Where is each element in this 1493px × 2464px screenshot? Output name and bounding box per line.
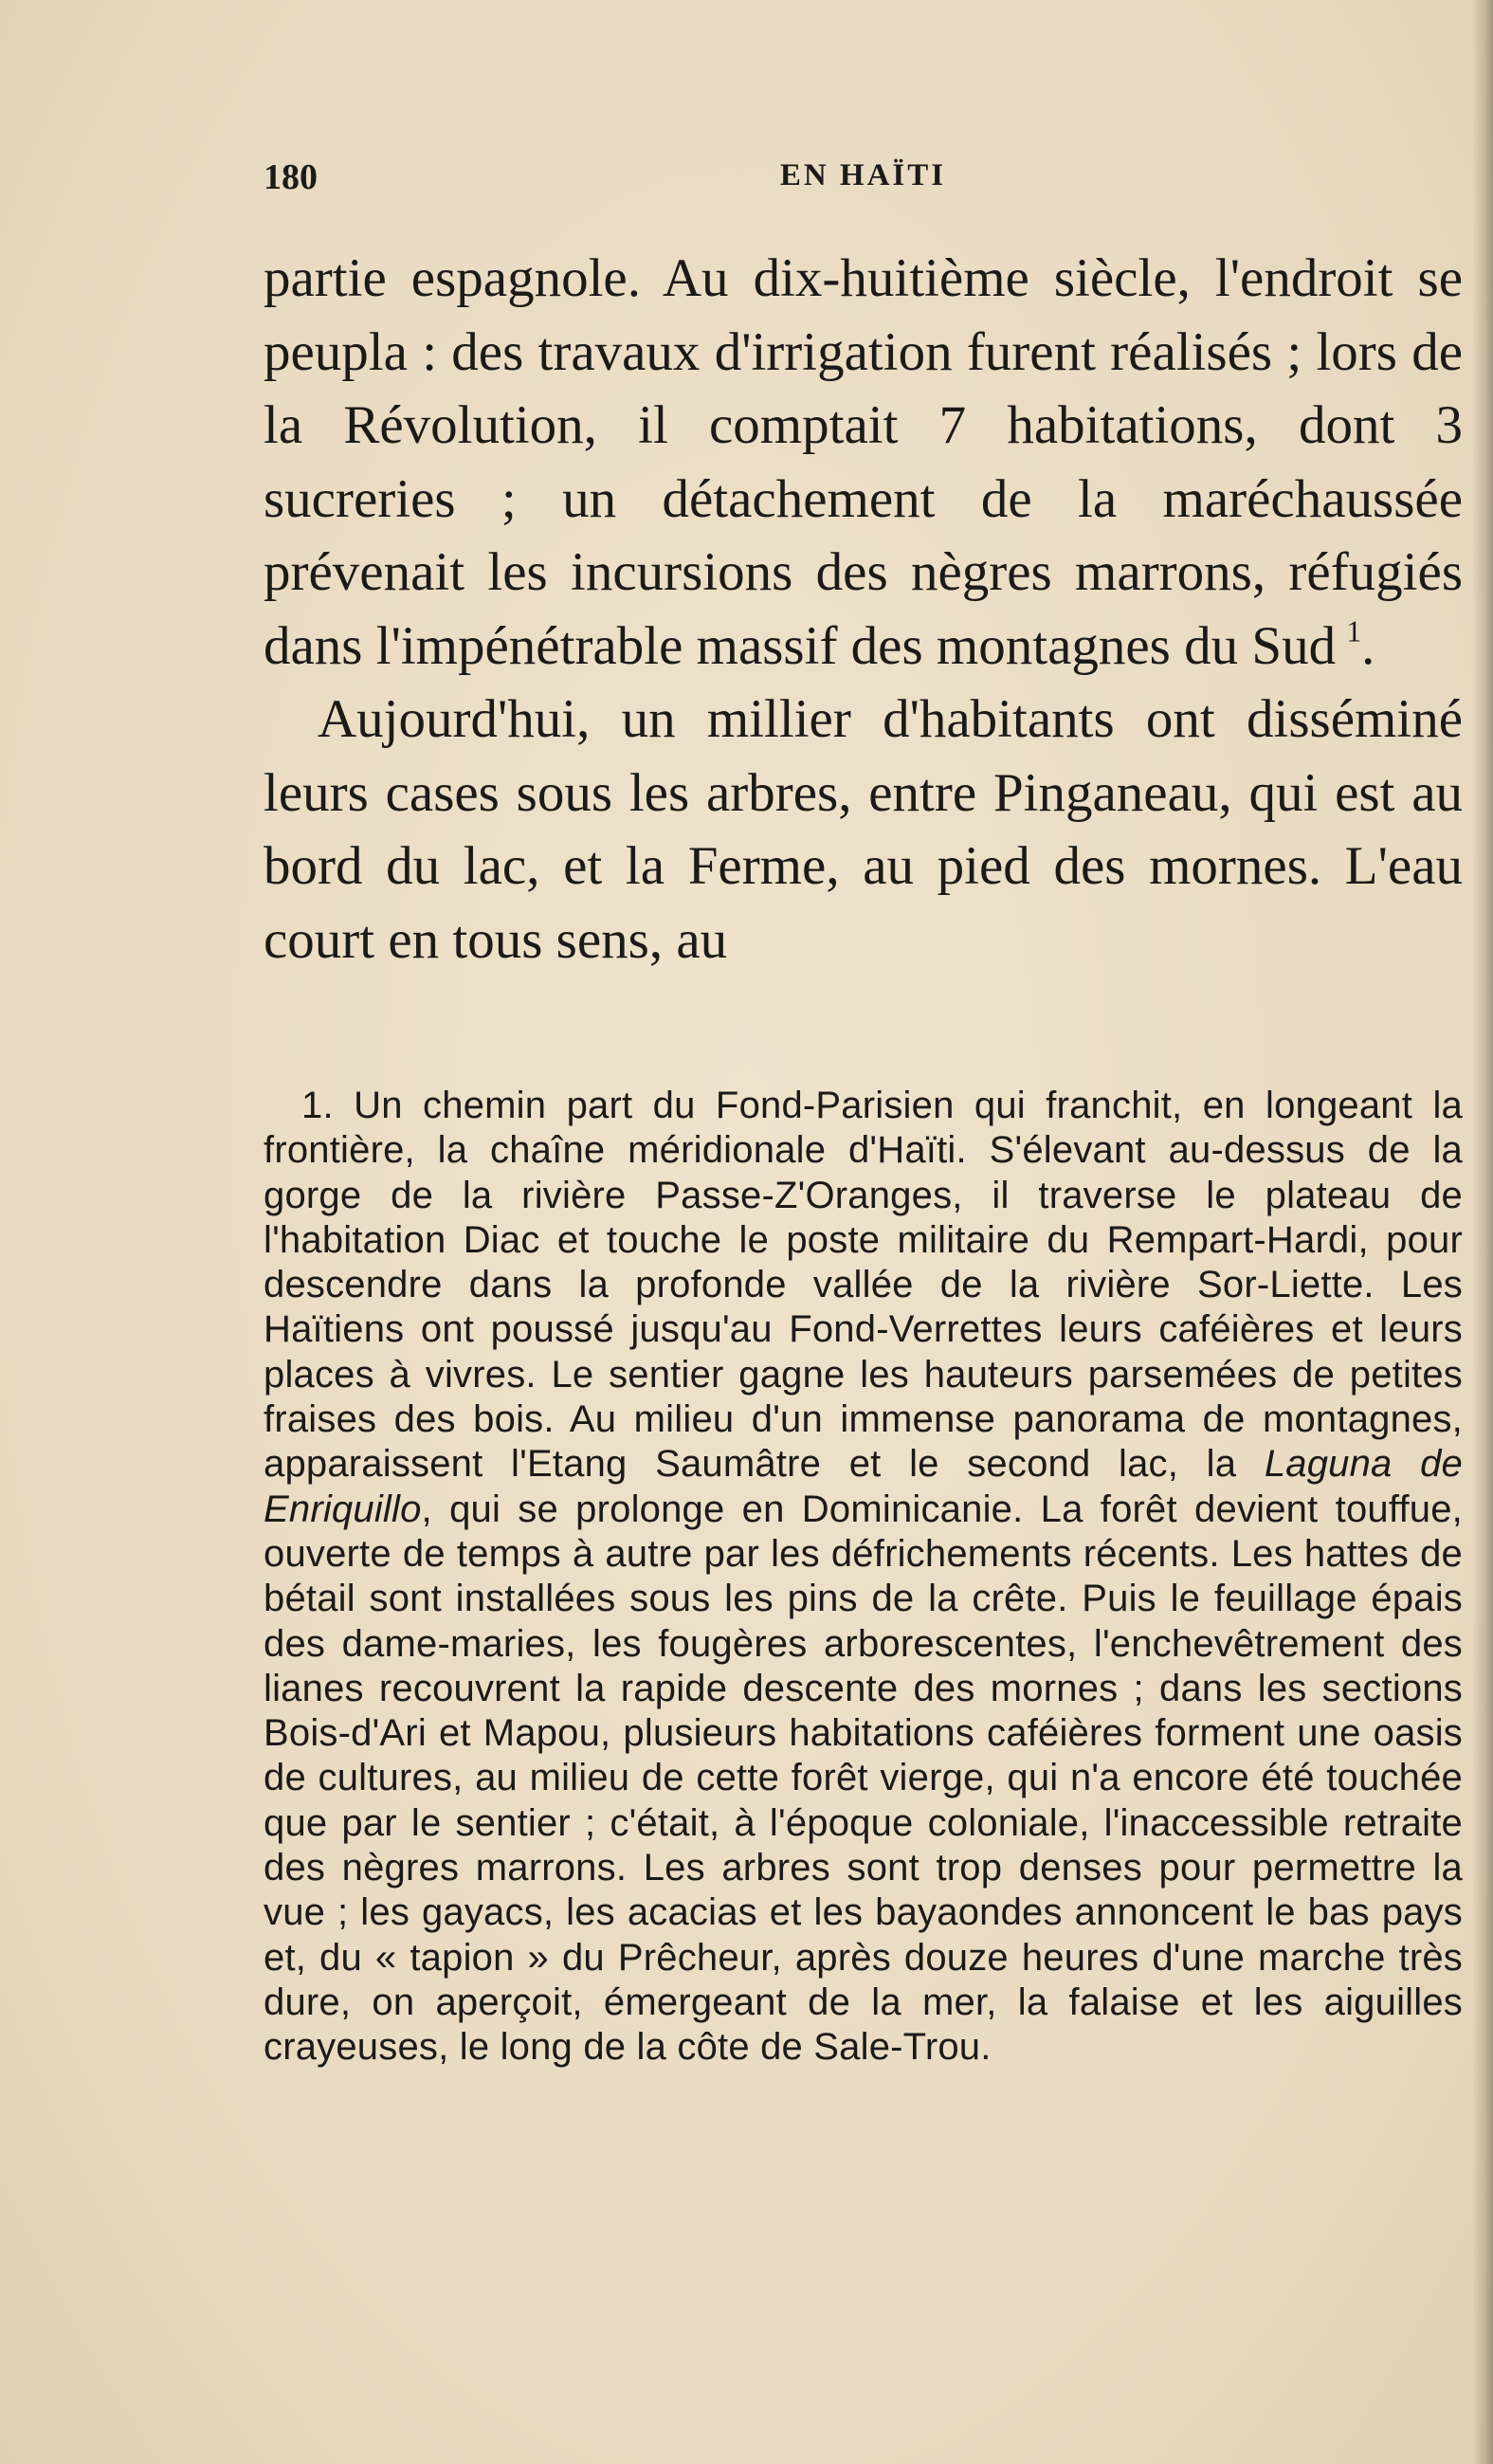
- running-title: EN HAÏTI: [779, 158, 947, 192]
- page-number: 180: [264, 157, 318, 197]
- running-head: [264, 156, 1463, 204]
- footnote: [264, 1084, 1463, 2071]
- body-paragraph-1: [264, 242, 1463, 683]
- footnote-paragraph: [264, 1084, 1463, 2071]
- body-text: [264, 242, 1463, 976]
- footnote-text-part-2: , qui se prolonge en Dominicanie. La forêt devient touffue, ouverte de temps à autre par les défrichements récents. Les hattes de bétail sont installées sous les pins de la crête. Puis le feuillage épais des dame-maries, les fougères arborescentes, l'enchevêtrement des lianes recouvrent la rapide descente des mornes ; dans les sections Bois-d'Ari et Mapou, plusieurs habitations caféières forment une oasis de cultures, au milieu de cette forêt vierge, qui n'a encore été touchée que par le sentier ; c'était, à l'époque coloniale, l'inaccessible retraite des nègres marrons. Les arbres sont trop denses pour permettre la vue ; les gayacs, les acacias et les bayaondes annoncent le bas pays et, du « tapion » du Prêcheur, après douze heures d'une marche très dure, on aperçoit, émergeant de la mer, la falaise et les aiguilles crayeuses, le long de la côte de Sale-Trou.: [264, 1488, 1463, 2069]
- body-paragraph-2: Aujourd'hui, un millier d'habitants ont disséminé leurs cases sous les arbres, entre Pinganeau, qui est au bord du lac, et la Ferme, au pied des mornes. L'eau court en tous sens, au: [264, 689, 1463, 970]
- footnote-italic-place-name: Laguna de Enriquillo: [264, 1443, 1463, 1530]
- footnote-reference[interactable]: 1: [1346, 614, 1362, 648]
- footnote-number: 1.: [301, 1085, 334, 1126]
- paragraph-1-text: partie espagnole. Au dix-huitième siècle, l'endroit se peupla : des travaux d'irrigation furent réalisés ; lors de la Révolution, il comptait 7 habitations, dont 3 sucreries ; un détachement de la maréchaussée prévenait les incursions des nègres marrons, réfugiés dans l'impénétrable massif des montagnes du Sud: [264, 248, 1463, 676]
- page-gutter-shadow: [1472, 0, 1493, 2464]
- paragraph-1-end: .: [1361, 615, 1375, 676]
- footnote-text-part-1: Un chemin part du Fond-Parisien qui franchit, en longeant la frontière, la chaîne méridionale d'Haïti. S'élevant au-dessus de la gorge de la rivière Passe-Z'Oranges, il traverse le plateau de l'habitation Diac et touche le poste militaire du Rempart-Hardi, pour descendre dans la profonde vallée de la rivière Sor-Liette. Les Haïtiens ont poussé jusqu'au Fond-Verrettes leurs caféières et leurs places à vivres. Le sentier gagne les hauteurs parsemées de petites fraises des bois. Au milieu d'un immense panorama de montagnes, apparaissent l'Etang Saumâtre et le second lac, la: [264, 1085, 1463, 1486]
